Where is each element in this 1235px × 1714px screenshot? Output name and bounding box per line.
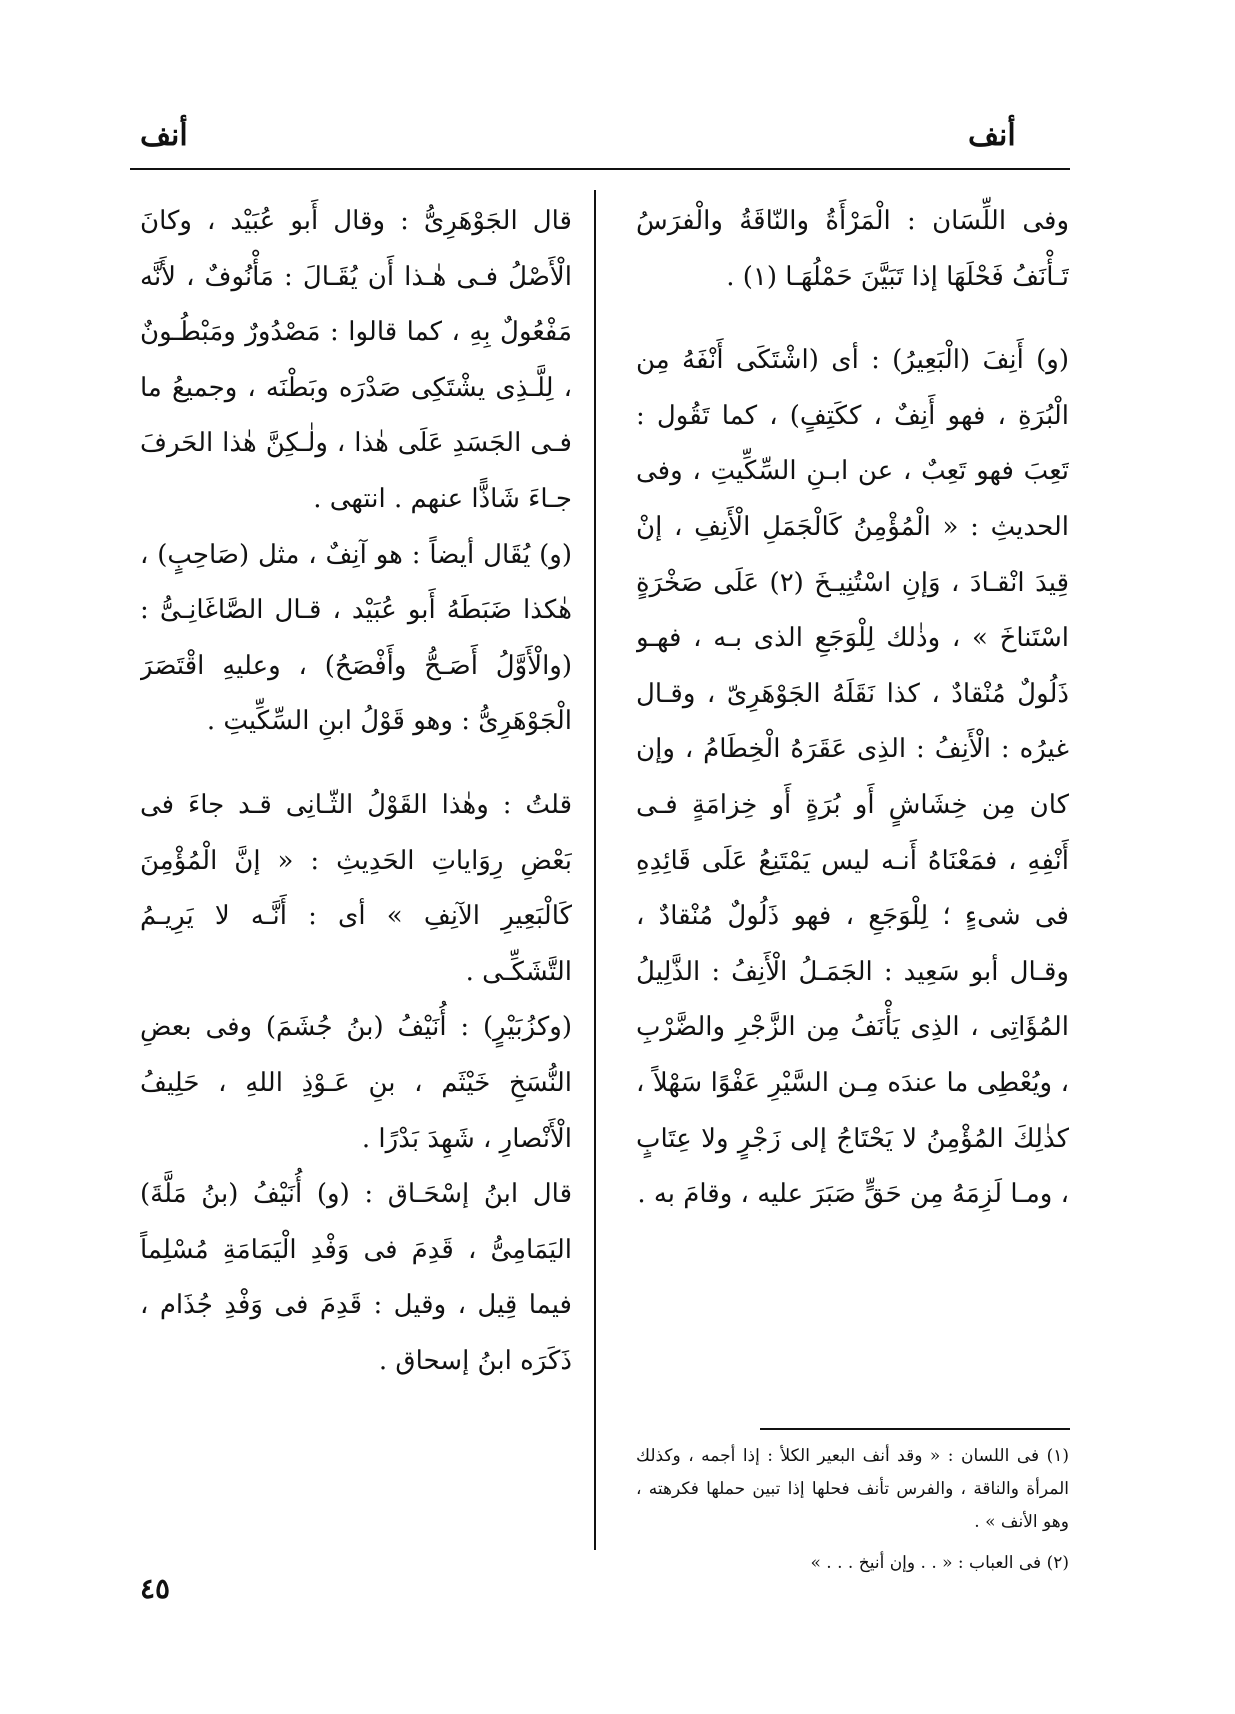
running-header-left: أنف (140, 118, 188, 153)
paragraph: (و) أَنِفَ (الْبَعِيرُ) : أى (اشْتَكَى أَنْفَهُ مِن الْبُرَةِ ، فهو أَنِفٌ ، ككَتِفٍ) ، كما تَقُول : تَعِبَ فهو تَعِبٌ ، عن ابـنِ السِّكِّيتِ ، وفى الحديثِ : « الْمُؤْمِنُ كَالْجَمَلِ الْأَنِفِ ، إنْ قِيدَ انْقـادَ ، وَإنِ اسْتُنِيـخَ (٢) عَلَى صَخْرَةٍ اسْتَناخَ » ، وذٰلك لِلْوَجَعِ الذى بـه ، فهـو ذَلُولٌ مُنْقادٌ ، كذا نَقَلَهُ الجَوْهَرِىّ ، وقـال غيرُه : الْأَنِفُ : الذِى عَقَرَهُ الْخِطَامُ ، وإن كان مِن خِشَاشٍ أَو بُرَةٍ أَو خِزامَةٍ فـى أَنْفِهِ ، فمَعْنَاهُ أَنـه ليس يَمْتَنِعُ عَلَى قَائِدِهِ فى شىءٍ ؛ لِلْوَجَعِ ، فهو ذَلُولٌ مُنْقادٌ ، وقـال أبو سَعِيد : الجَمَـلُ الْأَنِفُ : الذَّلِيلُ المُؤَاتِى ، الذِى يَأْنَفُ مِن الزَّجْرِ والضَّرْبِ ، ويُعْطِى ما عندَه مِـن السَّيْرِ عَفْوًا سَهْلاً ، كذٰلِكَ المُؤْمِنُ لا يَحْتَاجُ إلى زَجْرٍ ولا عِتَابٍ ، ومـا لَزِمَهُ مِن حَقٍّ صَبَرَ عليه ، وقامَ به . (636, 345, 1069, 1210)
left-column (140, 194, 572, 1554)
paragraph: قلتُ : وهٰذا القَوْلُ الثّـانِى قـد جاءَ فى بَعْضِ رِوَاياتِ الحَدِيثِ : « إنَّ الْمُؤْمِنَ كَالْبَعِيرِ الآنِفِ » أى : أَنَّـه لا يَرِيـمُ التَّشَكِّـى . (140, 789, 572, 987)
right-column (636, 194, 1069, 1394)
paragraph: قال الجَوْهَرِىُّ : وقال أَبو عُبَيْد ، وكانَ الْأَصْلُ فـى هٰـذا أَن يُقَـالَ : مَأْنُوفٌ ، لأَنَّه مَفْعُولٌ بِهِ ، كما قالوا : مَصْدُورٌ ومَبْطُـونٌ ، لِلَّـذِى يشْتَكِى صَدْرَه وبَطْنَه ، وجميعُ ما فـى الجَسَدِ عَلَى هٰذا ، ولٰـكِنَّ هٰذا الحَرفَ جـاءَ شَاذًّا عنهم . انتهى . (140, 206, 572, 514)
paragraph: (وكزُبَيْرٍ) : أُنَيْفُ (بنُ جُشَمَ) وفى بعضِ النُّسَخِ خَيْثَم ، بنِ عَـوْذِ اللهِ ، حَلِيفُ الْأَنْصارِ ، شَهِدَ بَدْرًا . (140, 1012, 572, 1154)
footnotes (636, 1440, 1069, 1588)
footnote-rule (760, 1428, 1070, 1430)
paragraph: قال ابنُ إسْحَـاق : (و) أُنَيْفُ (بنُ مَلَّةَ) اليَمَامِىُّ ، قَدِمَ فى وَفْدِ الْيَمَامَةِ مُسْلِماً فيما قِيل ، وقيل : قَدِمَ فى وَفْدِ جُذَام ، ذَكَرَه ابنُ إسحاق . (140, 1179, 572, 1376)
footnote: (٢) فى العباب : « . . وإن أنيخ . . . » (810, 1553, 1069, 1573)
paragraph: (و) يُقَال أيضاً : هو آنِفٌ ، مثل (صَاحِبٍ) ، هٰكذا ضَبَطَهُ أَبو عُبَيْد ، قـال الصَّاغَانِـىُّ : (والْأَوَّلُ أَصَـحُّ وأَفْصَحُ) ، وعليهِ اقْتَصَرَ الْجَوْهَرِىُّ : وهو قَوْلُ ابنِ السِّكِّيتِ . (140, 539, 572, 737)
paragraph: وفى اللِّسَان : الْمَرْأَةُ والنّاقَةُ والْفرَسُ تَـأْنَفُ فَحْلَهَا إذا تَبَيَّنَ حَمْلُهَـا (١) . (636, 206, 1069, 292)
header-rule (130, 168, 1070, 170)
column-separator (594, 190, 596, 1550)
footnote: (١) فى اللسان : « وقد أنف البعير الكلأ : إذا أجمه ، وكذلك المرأة والناقة ، والفرس تأنف فحلها إذا تبين حملها فكرهته ، وهو الأنف » . (636, 1446, 1069, 1532)
running-header-right: أنف (968, 118, 1016, 153)
page-number: ٤٥ (140, 1572, 171, 1605)
